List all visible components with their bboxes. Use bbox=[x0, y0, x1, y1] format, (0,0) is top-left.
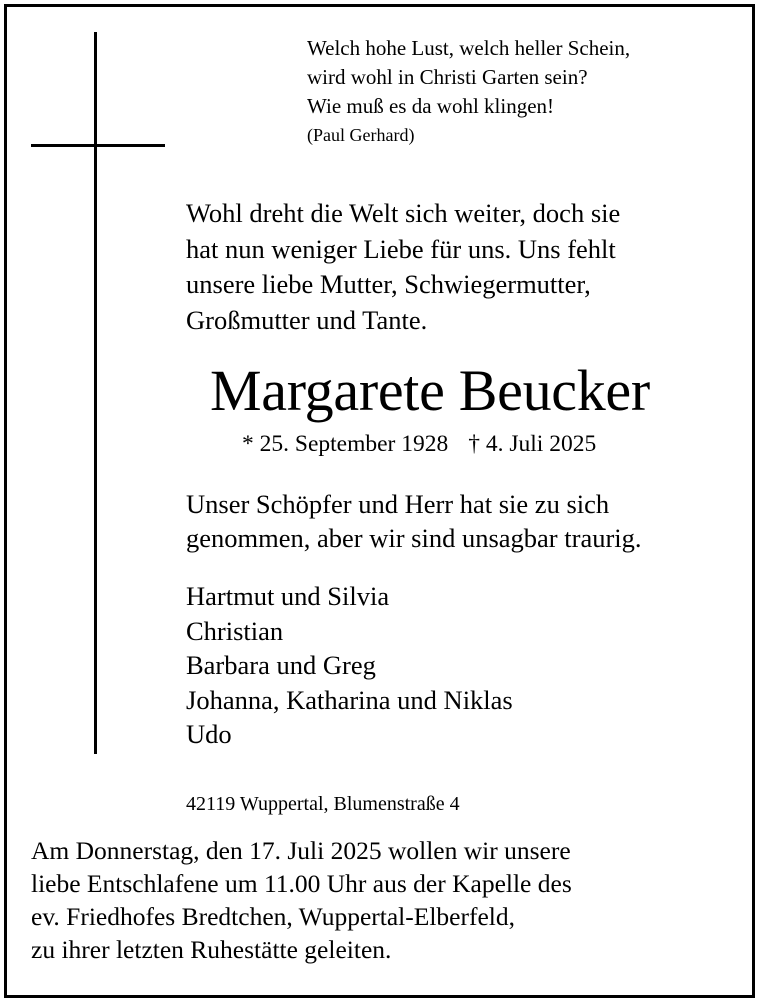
creator-text bbox=[186, 487, 642, 555]
intro-line: Wohl dreht die Welt sich weiter, doch sie bbox=[186, 198, 621, 228]
funeral-line: Am Donnerstag, den 17. Juli 2025 wollen wir unsere bbox=[31, 836, 571, 865]
family-member: Christian bbox=[186, 615, 284, 646]
family-member: Hartmut und Silvia bbox=[186, 581, 390, 611]
intro-line: hat nun weniger Liebe für uns. Uns fehlt bbox=[186, 233, 616, 264]
creator-line: Unser Schöpfer und Herr hat sie zu sich bbox=[186, 489, 610, 519]
deceased-name: Margarete Beucker bbox=[210, 358, 650, 423]
birth-date: * 25. September 1928 bbox=[242, 431, 449, 457]
address: 42119 Wuppertal, Blumenstraße 4 bbox=[186, 793, 460, 815]
funeral-line: ev. Friedhofes Bredtchen, Wuppertal-Elberfeld, bbox=[31, 902, 516, 931]
cross-icon-horizontal bbox=[31, 144, 165, 147]
family-member: Johanna, Katharina und Niklas bbox=[186, 684, 513, 715]
poem-line: Welch hohe Lust, welch heller Schein, bbox=[307, 36, 631, 60]
life-dates bbox=[242, 428, 596, 460]
family-member: Barbara und Greg bbox=[186, 650, 376, 680]
family-list bbox=[186, 579, 513, 752]
poem bbox=[307, 34, 630, 150]
death-date: † 4. Juli 2025 bbox=[468, 431, 597, 457]
funeral-line: zu ihrer letzten Ruhestätte geleiten. bbox=[31, 935, 392, 964]
cross-icon-vertical bbox=[94, 32, 97, 754]
intro-text bbox=[186, 196, 620, 338]
creator-line: genommen, aber wir sind unsagbar traurig. bbox=[186, 523, 642, 553]
poem-author: (Paul Gerhard) bbox=[307, 125, 415, 145]
intro-line: Großmutter und Tante. bbox=[186, 304, 428, 335]
poem-line: wird wohl in Christi Garten sein? bbox=[307, 65, 588, 89]
poem-line: Wie muß es da wohl klingen! bbox=[307, 94, 555, 118]
family-member: Udo bbox=[186, 719, 232, 749]
funeral-notice bbox=[31, 834, 572, 966]
funeral-line: liebe Entschlafene um 11.00 Uhr aus der Kapelle des bbox=[31, 869, 572, 898]
intro-line: unsere liebe Mutter, Schwiegermutter, bbox=[186, 269, 591, 299]
